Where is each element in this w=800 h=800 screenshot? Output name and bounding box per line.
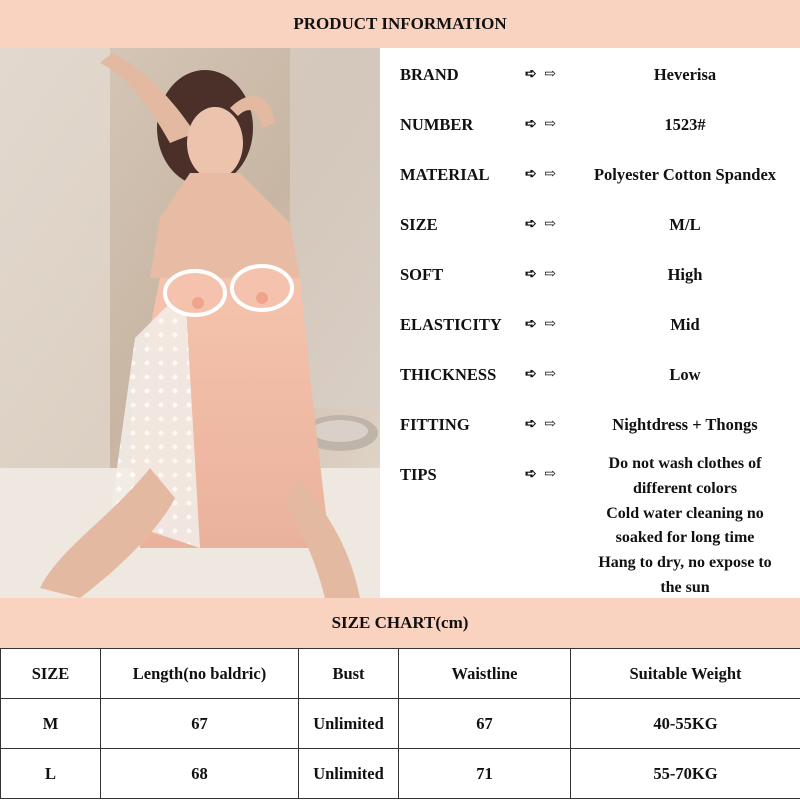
info-label: FITTING	[400, 415, 470, 434]
info-value: Heverisa	[653, 65, 717, 84]
info-row-brand	[380, 65, 800, 95]
arrow-icon: ➪ ⇨	[525, 467, 558, 482]
table-cell: 68	[101, 749, 299, 799]
arrow-icon: ➪ ⇨	[525, 217, 558, 232]
table-cell: Unlimited	[299, 749, 399, 799]
info-value: 1523#	[664, 115, 706, 134]
info-label: TIPS	[400, 465, 437, 484]
info-label: BRAND	[400, 65, 459, 84]
column-header: Length(no baldric)	[101, 649, 299, 699]
info-value: M/L	[669, 215, 701, 234]
info-value: Nightdress + Thongs	[612, 415, 758, 434]
tips-line: Do not wash clothes of	[608, 455, 762, 472]
table-cell: M	[1, 699, 101, 749]
info-row-material	[380, 165, 800, 195]
info-value: High	[667, 265, 703, 284]
arrow-icon: ➪ ⇨	[525, 167, 558, 182]
info-row-size	[380, 215, 800, 245]
info-row-fitting	[380, 415, 800, 445]
column-header: SIZE	[1, 649, 101, 699]
arrow-icon: ➪ ⇨	[525, 117, 558, 132]
table-cell: L	[1, 749, 101, 799]
size-chart-title: SIZE CHART(cm)	[331, 613, 469, 632]
arrow-icon: ➪ ⇨	[525, 67, 558, 82]
product-photo	[0, 48, 380, 598]
column-header: Suitable Weight	[571, 649, 800, 699]
info-row-elasticity	[380, 315, 800, 345]
table-cell: 67	[101, 699, 299, 749]
tips-line: different colors	[632, 479, 738, 497]
tips-line: soaked for long time	[615, 529, 755, 547]
size-chart-header	[0, 598, 800, 648]
size-chart-table	[0, 648, 800, 799]
info-label: ELASTICITY	[400, 315, 502, 334]
table-row	[1, 749, 800, 799]
table-row	[1, 699, 800, 749]
table-cell: 55-70KG	[571, 749, 800, 799]
info-value: Low	[669, 365, 701, 384]
tips-line: Cold water cleaning no	[606, 504, 764, 522]
info-value: Mid	[670, 315, 700, 334]
table-cell: 67	[399, 699, 571, 749]
product-information-title: PRODUCT INFORMATION	[293, 14, 507, 33]
info-label: SOFT	[400, 265, 444, 284]
info-row-number	[380, 115, 800, 145]
column-header: Waistline	[399, 649, 571, 699]
table-cell: 40-55KG	[571, 699, 800, 749]
column-header: Bust	[299, 649, 399, 699]
size-chart-header-row	[1, 649, 800, 699]
tips-line: Hang to dry, no expose to	[598, 554, 772, 572]
info-row-soft	[380, 265, 800, 295]
arrow-icon: ➪ ⇨	[525, 267, 558, 282]
tips-text	[570, 452, 800, 601]
table-cell: Unlimited	[299, 699, 399, 749]
product-info-panel	[380, 48, 800, 598]
info-label: SIZE	[400, 215, 438, 234]
table-cell: 71	[399, 749, 571, 799]
tips-line: the sun	[660, 578, 710, 596]
arrow-icon: ➪ ⇨	[525, 317, 558, 332]
product-information-header	[0, 0, 800, 48]
info-label: NUMBER	[400, 115, 474, 134]
arrow-icon: ➪ ⇨	[525, 417, 558, 432]
info-value: Polyester Cotton Spandex	[593, 165, 777, 184]
info-label: THICKNESS	[400, 365, 497, 384]
arrow-icon: ➪ ⇨	[525, 367, 558, 382]
info-row-thickness	[380, 365, 800, 395]
info-label: MATERIAL	[400, 165, 490, 184]
